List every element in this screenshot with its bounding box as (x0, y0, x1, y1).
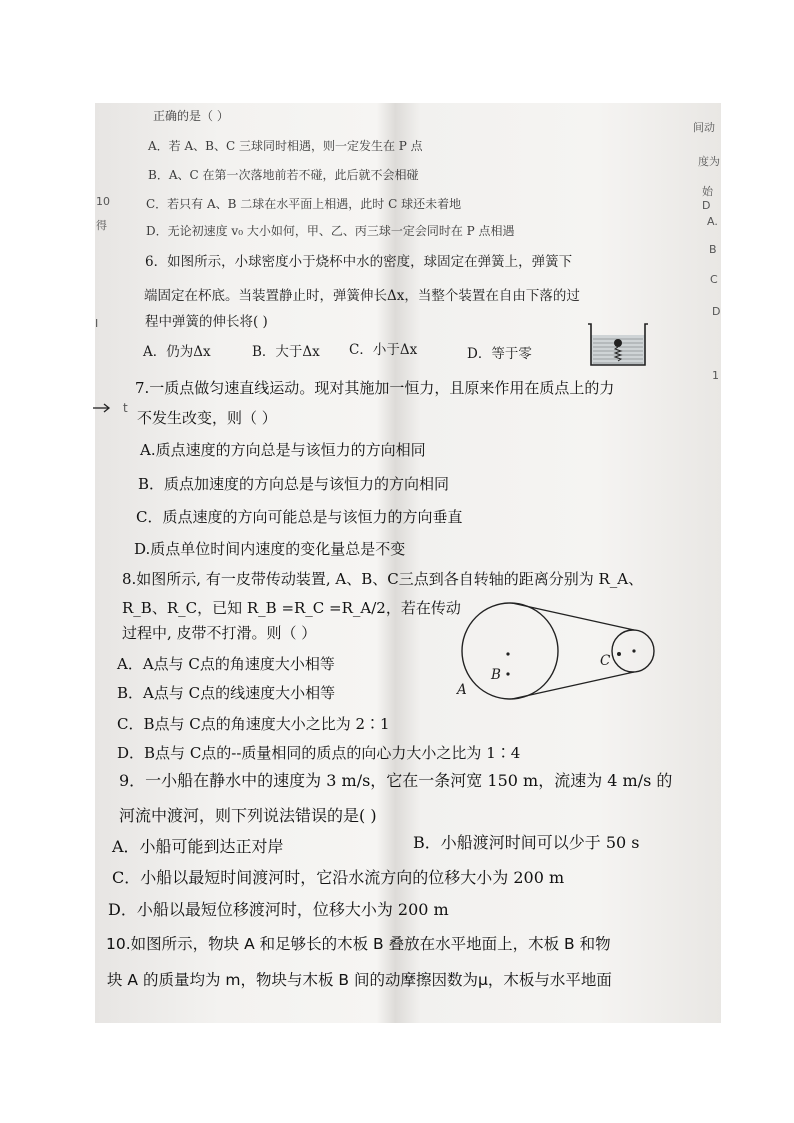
q10-stem-line2: 块 A 的质量均为 m，物块与木板 B 间的动摩擦因数为μ，木板与水平地面 (107, 971, 612, 989)
right-edge-text-4: A. (707, 215, 718, 228)
right-edge-text-3: 始D (702, 185, 713, 212)
q8-option-b: B．A点与 C点的线速度大小相等 (117, 684, 336, 702)
q7-option-c: C．质点速度的方向可能总是与该恒力的方向垂直 (136, 508, 463, 526)
right-edge-text-2: 度为 (698, 155, 720, 168)
q6-option-c: C．小于Δx (349, 342, 418, 358)
belt-label-a: A (457, 682, 467, 698)
q9-option-d: D．小船以最短位移渡河时，位移大小为 200 m (108, 900, 449, 919)
q8-stem-line2: R_B、R_C，已知 R_B =R_C =R_A/2，若在传动 (122, 599, 461, 617)
q6-stem-line2: 端固定在杯底。当装置静止时，弹簧伸长Δx，当整个装置在自由下落的过 (144, 288, 580, 304)
left-edge-text-4: t (123, 401, 128, 415)
q6-option-a: A．仍为Δx (143, 344, 211, 360)
q8-option-a: A．A点与 C点的角速度大小相等 (117, 655, 335, 673)
axle-c (632, 649, 635, 652)
q5-stem-tail: 正确的是（ ） (153, 109, 229, 123)
point-b (506, 672, 509, 675)
margin-arrow-icon (92, 402, 112, 414)
q5-option-d: D．无论初速度 v₀ 大小如何，甲、乙、丙三球一定会同时在 P 点相遇 (146, 224, 515, 238)
q9-option-b: B．小船渡河时间可以少于 50 s (413, 833, 640, 852)
q8-option-d: D．B点与 C点的--质量相同的质点的向心力大小之比为 1∶4 (117, 744, 521, 762)
q5-option-c: C．若只有 A、B 二球在水平面上相遇，此时 C 球还未着地 (146, 197, 462, 211)
right-edge-text-5: B (709, 243, 717, 256)
q7-stem-line2: 不发生改变，则（ ） (137, 409, 277, 427)
q5-option-b: B．A、C 在第一次落地前若不碰，此后就不会相碰 (148, 168, 419, 182)
q5-option-a: A．若 A、B、C 三球同时相遇，则一定发生在 P 点 (148, 139, 423, 153)
right-edge-text-8: 1 (712, 369, 719, 382)
right-edge-text-7: D (712, 305, 721, 318)
q9-stem-line2: 河流中渡河，则下列说法错误的是( ) (119, 806, 377, 825)
belt-label-b: B (491, 667, 501, 683)
right-edge-text-6: C (710, 273, 718, 286)
beaker-spring-figure (585, 321, 653, 367)
q8-stem-line3: 过程中, 皮带不打滑。则（ ） (122, 624, 317, 642)
q6-option-b: B．大于Δx (252, 344, 320, 360)
q7-option-d: D.质点单位时间内速度的变化量总是不变 (134, 540, 406, 558)
axle-a (506, 652, 509, 655)
exam-page (95, 103, 721, 1023)
q7-option-a: A.质点速度的方向总是与该恒力的方向相同 (140, 441, 426, 459)
left-edge-text-3: I (95, 317, 99, 330)
q9-option-a: A．小船可能到达正对岸 (112, 837, 284, 856)
q6-option-d: D．等于零 (467, 346, 532, 362)
belt-label-c: C (600, 653, 611, 669)
q6-stem-line3: 程中弹簧的伸长将( ) (145, 314, 268, 330)
q10-stem-line1: 10.如图所示，物块 A 和足够长的木板 B 叠放在水平地面上，木板 B 和物 (106, 935, 611, 953)
q7-stem-line1: 7.一质点做匀速直线运动。现对其施加一恒力，且原来作用在质点上的力 (135, 379, 615, 397)
right-edge-text-1: 间动 (693, 121, 715, 134)
q9-option-c: C．小船以最短时间渡河时，它沿水流方向的位移大小为 200 m (112, 868, 565, 887)
point-c (617, 652, 621, 656)
left-edge-text-1: 10 (96, 195, 110, 208)
q8-option-c: C．B点与 C点的角速度大小之比为 2∶1 (117, 715, 390, 733)
q8-stem-line1: 8.如图所示, 有一皮带传动装置, A、B、C三点到各自转轴的距离分别为 R_A、 (122, 570, 644, 588)
q9-stem-line1: 9．一小船在静水中的速度为 3 m/s，它在一条河宽 150 m，流速为 4 m/s 的 (119, 771, 673, 790)
q6-stem-line1: 6．如图所示，小球密度小于烧杯中水的密度，球固定在弹簧上，弹簧下 (145, 254, 573, 270)
belt-drive-figure (457, 599, 657, 703)
q7-option-b: B．质点加速度的方向总是与该恒力的方向相同 (138, 475, 450, 493)
left-edge-text-2: 得 (96, 219, 107, 232)
